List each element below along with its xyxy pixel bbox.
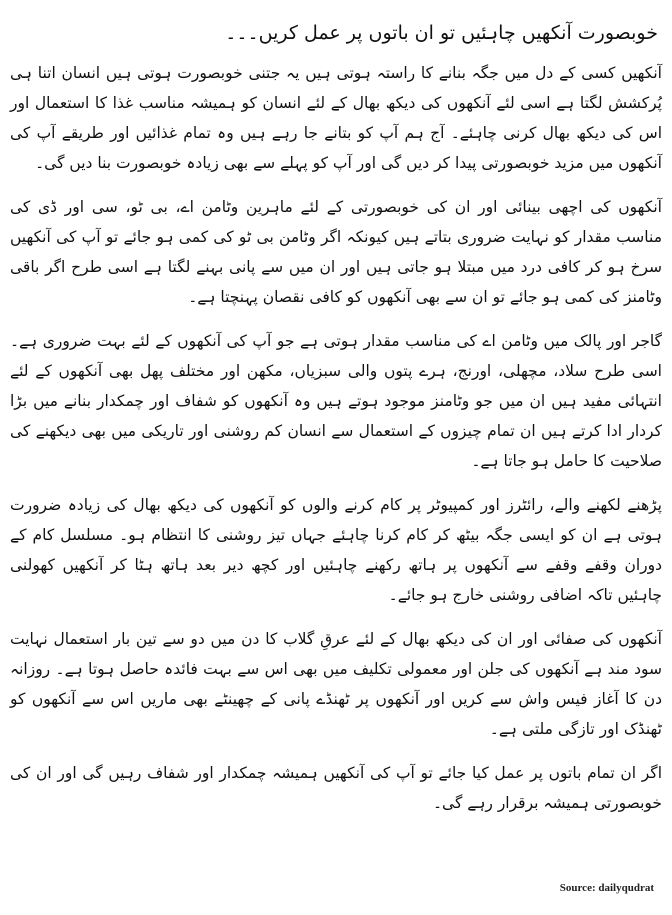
paragraph-rose-water: آنکھوں کی صفائی اور ان کی دیکھ بھال کے لئے عرقِ گلاب کا دن میں دو سے تین بار استعمال نہایت سود مند ہے آنکھوں کی جلن اور معمولی تکلیف میں بھی اس سے بہت فائدہ حاصل ہوتا ہے۔ روزانہ دن کا آغاز فیس واش سے کریں اور آنکھوں پر ٹھنڈے پانی کے چھینٹے بھی ماریں اس سے آنکھوں کو ٹھنڈک اور تازگی ملتی ہے۔ xyxy=(10,630,662,738)
paragraph-vitamins: آنکھوں کی اچھی بینائی اور ان کی خوبصورتی کے لئے ماہرین وٹامن اے، بی ٹو، سی اور ڈی کی مناسب مقدار کو نہایت ضروری بتاتے ہیں کیونکہ اگر وٹامن بی ٹو کی کمی ہو جائے تو آپ کی آنکھیں سرخ ہو کر کافی درد میں مبتلا ہو جاتی ہیں اور ان میں سے پانی بہنے لگتا ہے اسی طرح اگر باقی وٹامنز کی کمی ہو جائے تو ان سے بھی آنکھوں کو کافی نقصان پہنچتا ہے۔ xyxy=(10,198,662,306)
paragraph-intro: آنکھیں کسی کے دل میں جگہ بنانے کا راستہ ہوتی ہیں یہ جتنی خوبصورت ہوتی ہیں انسان اتنا ہی پُرکشش لگتا ہے اسی لئے آنکھوں کی دیکھ بھال کے لئے انسان کو ہمیشہ مناسب غذا کا استعمال اور اس کی دیکھ بھال کرنی چاہئے۔ آج ہم آپ کو بتانے جا رہے ہیں وہ تمام غذائیں اور طریقے آپ کی آنکھوں میں مزید خوبصورتی پیدا کر دیں گی اور آپ کو پہلے سے بھی زیادہ خوبصورت بنا دیں گی۔ xyxy=(10,64,662,172)
paragraph-foods: گاجر اور پالک میں وٹامن اے کی مناسب مقدار ہوتی ہے جو آپ کی آنکھوں کے لئے بہت ضروری ہے۔ اسی طرح سلاد، مچھلی، اورنج، ہرے پتوں والی سبزیاں، مکھن اور مختلف پھل بھی آنکھوں کے لئے انتہائی مفید ہیں ان میں جو وٹامنز موجود ہوتے ہیں وہ آنکھوں کو شفاف اور چمکدار بنانے میں بڑا کردار ادا کرتے ہیں ان تمام چیزوں کے استعمال سے انسان کم روشنی اور تاریکی میں بھی دیکھنے کی صلاحیت کا حامل ہو جاتا ہے۔ xyxy=(10,332,662,470)
article xyxy=(10,18,662,832)
source-credit: Source: dailyqudrat xyxy=(559,882,654,894)
paragraph-computer-work: پڑھنے لکھنے والے، رائٹرز اور کمپیوٹر پر کام کرنے والوں کو آنکھوں کی دیکھ بھال کی زیادہ ضرورت ہوتی ہے ان کو ایسی جگہ بیٹھ کر کام کرنا چاہئے جہاں تیز روشنی کا انتظام ہو۔ مسلسل کام کے دوران وقفے وقفے سے آنکھوں پر ہاتھ رکھنے چاہئیں اور کچھ دیر بعد ہاتھ ہٹا کر آنکھیں کھولنی چاہئیں تاکہ اضافی روشنی خارج ہو جائے۔ xyxy=(10,496,662,604)
article-title: خوبصورت آنکھیں چاہئیں تو ان باتوں پر عمل کریں۔۔۔ xyxy=(225,22,658,44)
paragraph-conclusion: اگر ان تمام باتوں پر عمل کیا جائے تو آپ کی آنکھیں ہمیشہ چمکدار اور شفاف رہیں گی اور ان کی خوبصورتی ہمیشہ برقرار رہے گی۔ xyxy=(10,764,662,812)
